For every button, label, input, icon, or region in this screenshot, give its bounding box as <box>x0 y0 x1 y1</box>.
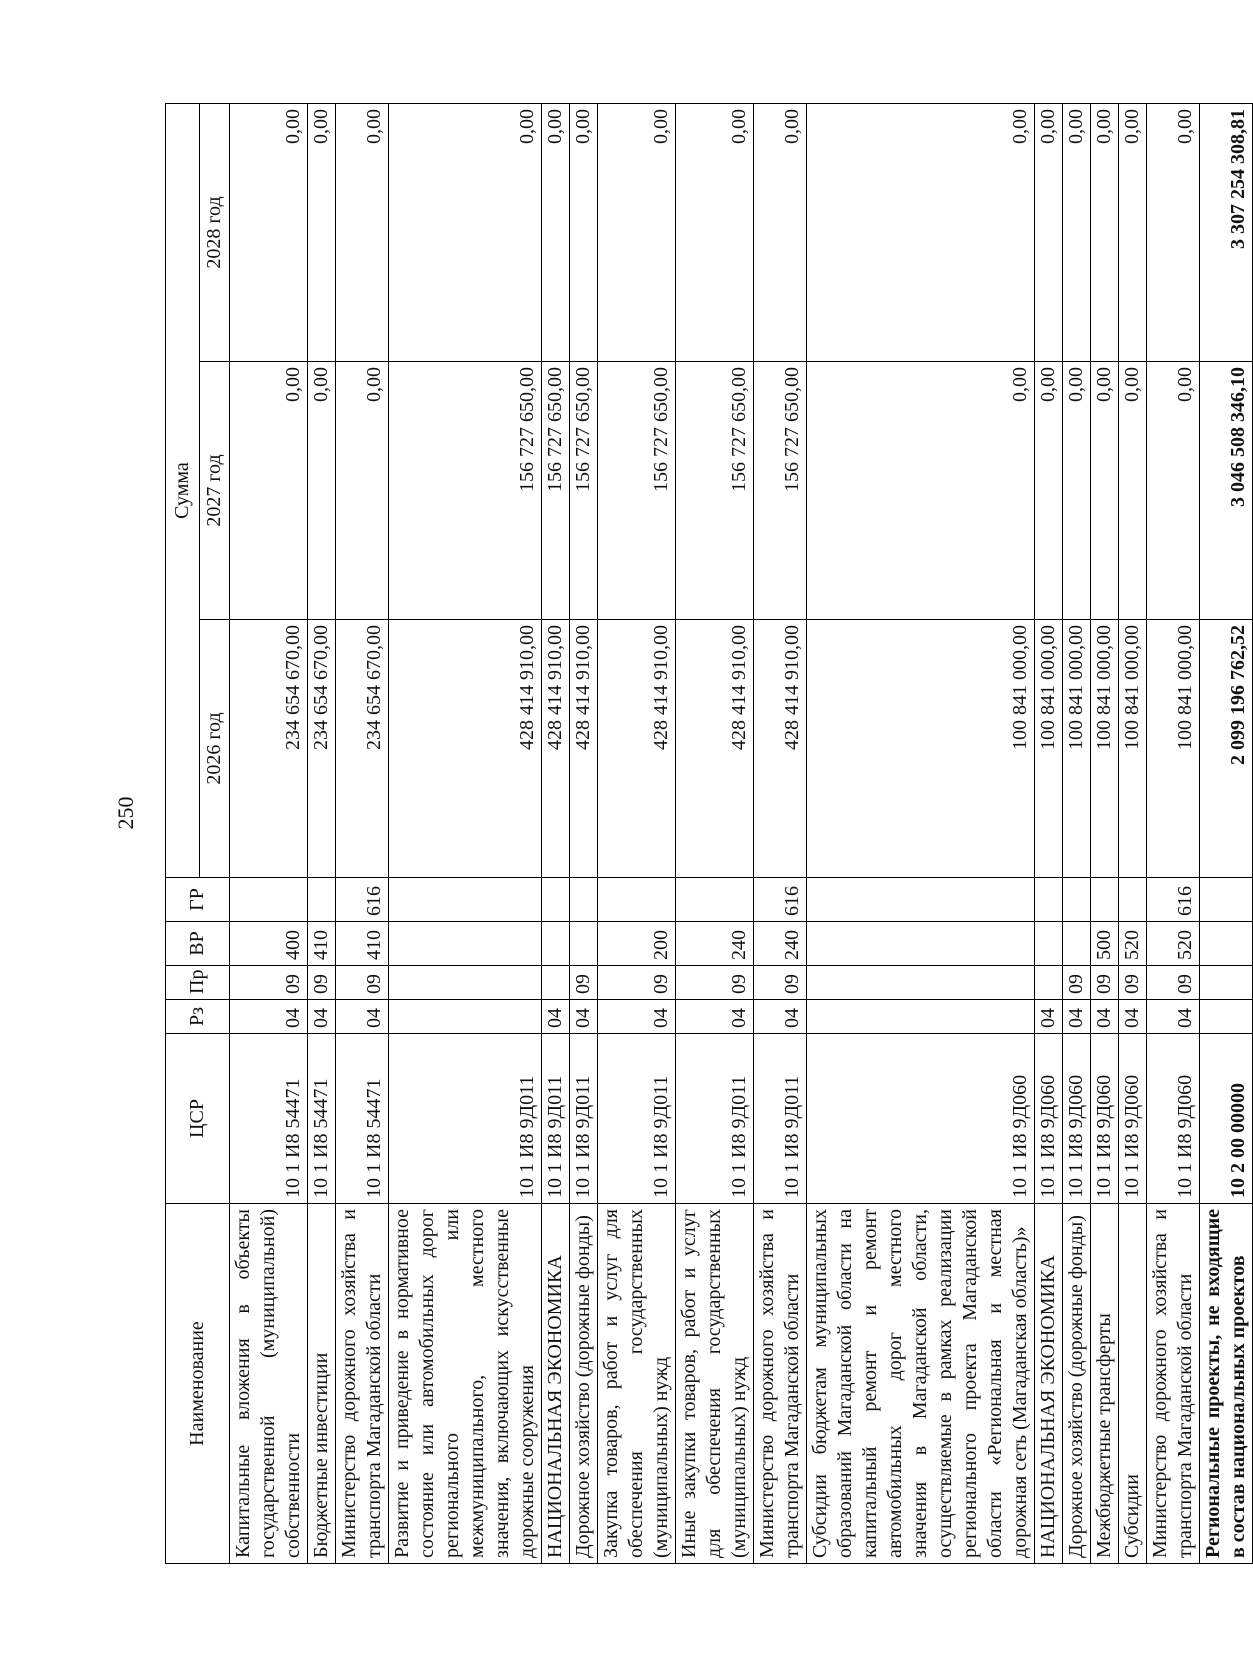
table-row <box>1063 104 1091 1564</box>
cell-name: Субсидии бюджетам муниципальных образований Магаданской области на капитальный ремонт и ремонт автомобильных дорог местного значения в Магаданской области, осуществляемые в рамках реализации регионального проекта Магаданской области «Региональная и местная дорожная сеть (Магаданская область)» <box>807 1204 1035 1564</box>
col-header-vr: ВР <box>166 922 230 966</box>
cell-name: Дорожное хозяйство (дорожные фонды) <box>570 1204 598 1564</box>
cell-gr <box>598 878 676 922</box>
cell-y2026: 100 841 000,00 <box>1063 620 1091 878</box>
cell-gr: 616 <box>336 878 389 922</box>
cell-rz: 04 <box>598 1000 676 1034</box>
cell-name: Региональные проекты, не входящие в состав национальных проектов <box>1200 1204 1253 1564</box>
cell-pr: 09 <box>1119 966 1147 1000</box>
cell-csr: 10 2 00 00000 <box>1200 1034 1253 1204</box>
cell-rz: 04 <box>308 1000 336 1034</box>
cell-rz <box>389 1000 542 1034</box>
cell-gr <box>1091 878 1119 922</box>
cell-name: Дорожное хозяйство (дорожные фонды) <box>1063 1204 1091 1564</box>
col-header-2028: 2028 год <box>200 104 230 362</box>
col-header-2027: 2027 год <box>200 362 230 620</box>
cell-y2026: 100 841 000,00 <box>807 620 1035 878</box>
cell-y2028: 0,00 <box>807 104 1035 362</box>
cell-gr <box>230 878 308 922</box>
cell-pr: 09 <box>570 966 598 1000</box>
table-row <box>1091 104 1119 1564</box>
cell-name: Закупка товаров, работ и услуг для обеспечения государственных (муниципальных) нужд <box>598 1204 676 1564</box>
cell-y2028: 0,00 <box>1063 104 1091 362</box>
header-row-1 <box>166 104 200 1564</box>
cell-gr: 616 <box>1147 878 1200 922</box>
table-body <box>230 104 1253 1564</box>
cell-rz: 04 <box>230 1000 308 1034</box>
cell-gr <box>1063 878 1091 922</box>
cell-rz: 04 <box>1091 1000 1119 1034</box>
rotated-page-content <box>165 104 1249 1564</box>
cell-y2028: 0,00 <box>542 104 570 362</box>
cell-y2026: 234 654 670,00 <box>230 620 308 878</box>
cell-y2026: 428 414 910,00 <box>754 620 807 878</box>
cell-vr <box>1200 922 1253 966</box>
cell-y2026: 100 841 000,00 <box>1091 620 1119 878</box>
table-row <box>598 104 676 1564</box>
page-number: 250 <box>113 796 138 830</box>
cell-pr <box>542 966 570 1000</box>
cell-y2027: 156 727 650,00 <box>570 362 598 620</box>
cell-pr: 09 <box>676 966 754 1000</box>
cell-vr: 500 <box>1091 922 1119 966</box>
cell-y2027: 156 727 650,00 <box>676 362 754 620</box>
cell-y2028: 3 307 254 308,81 <box>1200 104 1253 362</box>
cell-y2026: 234 654 670,00 <box>308 620 336 878</box>
table-row <box>1200 104 1253 1564</box>
cell-y2028: 0,00 <box>1091 104 1119 362</box>
cell-y2027: 0,00 <box>807 362 1035 620</box>
cell-y2028: 0,00 <box>308 104 336 362</box>
cell-vr <box>389 922 542 966</box>
cell-csr: 10 1 И8 9Д060 <box>807 1034 1035 1204</box>
cell-y2028: 0,00 <box>676 104 754 362</box>
cell-y2026: 428 414 910,00 <box>598 620 676 878</box>
cell-csr: 10 1 И8 54471 <box>308 1034 336 1204</box>
cell-csr: 10 1 И8 9Д060 <box>1119 1034 1147 1204</box>
cell-pr <box>1035 966 1063 1000</box>
cell-vr: 520 <box>1119 922 1147 966</box>
cell-y2027: 0,00 <box>308 362 336 620</box>
cell-y2028: 0,00 <box>598 104 676 362</box>
cell-y2027: 0,00 <box>1035 362 1063 620</box>
cell-vr <box>542 922 570 966</box>
cell-y2026: 100 841 000,00 <box>1119 620 1147 878</box>
cell-name: Капитальные вложения в объекты государственной (муниципальной) собственности <box>230 1204 308 1564</box>
col-header-csr: ЦСР <box>166 1034 230 1204</box>
cell-pr <box>807 966 1035 1000</box>
cell-y2027: 3 046 508 346,10 <box>1200 362 1253 620</box>
table-row <box>1147 104 1200 1564</box>
cell-rz: 04 <box>542 1000 570 1034</box>
cell-vr <box>1063 922 1091 966</box>
cell-name: Субсидии <box>1119 1204 1147 1564</box>
cell-y2026: 428 414 910,00 <box>542 620 570 878</box>
cell-vr: 410 <box>308 922 336 966</box>
table-row <box>1035 104 1063 1564</box>
cell-rz: 04 <box>1119 1000 1147 1034</box>
cell-y2027: 156 727 650,00 <box>598 362 676 620</box>
cell-rz: 04 <box>570 1000 598 1034</box>
cell-y2027: 0,00 <box>336 362 389 620</box>
cell-vr: 240 <box>676 922 754 966</box>
col-header-rz: Рз <box>166 1000 230 1034</box>
cell-name: Бюджетные инвестиции <box>308 1204 336 1564</box>
cell-gr <box>1200 878 1253 922</box>
cell-name: НАЦИОНАЛЬНАЯ ЭКОНОМИКА <box>542 1204 570 1564</box>
cell-name: Иные закупки товаров, работ и услуг для обеспечения государственных (муниципальных) нужд <box>676 1204 754 1564</box>
cell-csr: 10 1 И8 9Д060 <box>1091 1034 1119 1204</box>
table-row <box>1119 104 1147 1564</box>
cell-gr <box>308 878 336 922</box>
col-header-sum: Сумма <box>166 104 200 878</box>
table-row <box>754 104 807 1564</box>
col-header-name: Наименование <box>166 1204 230 1564</box>
cell-rz <box>1200 1000 1253 1034</box>
cell-y2027: 156 727 650,00 <box>754 362 807 620</box>
cell-csr: 10 1 И8 9Д060 <box>1063 1034 1091 1204</box>
cell-gr <box>676 878 754 922</box>
cell-csr: 10 1 И8 9Д011 <box>598 1034 676 1204</box>
cell-name: Министерство дорожного хозяйства и транспорта Магаданской области <box>336 1204 389 1564</box>
cell-rz: 04 <box>1063 1000 1091 1034</box>
cell-y2028: 0,00 <box>754 104 807 362</box>
cell-csr: 10 1 И8 9Д011 <box>389 1034 542 1204</box>
cell-gr <box>1119 878 1147 922</box>
cell-y2026: 428 414 910,00 <box>676 620 754 878</box>
cell-pr: 09 <box>1147 966 1200 1000</box>
cell-gr <box>1035 878 1063 922</box>
cell-name: Министерство дорожного хозяйства и транспорта Магаданской области <box>754 1204 807 1564</box>
cell-y2027: 0,00 <box>1147 362 1200 620</box>
table-row <box>308 104 336 1564</box>
cell-name: Межбюджетные трансферты <box>1091 1204 1119 1564</box>
cell-gr <box>389 878 542 922</box>
cell-y2027: 0,00 <box>1119 362 1147 620</box>
cell-y2026: 2 099 196 762,52 <box>1200 620 1253 878</box>
cell-y2026: 234 654 670,00 <box>336 620 389 878</box>
cell-pr: 09 <box>598 966 676 1000</box>
table-row <box>570 104 598 1564</box>
cell-y2026: 100 841 000,00 <box>1147 620 1200 878</box>
cell-gr <box>542 878 570 922</box>
cell-name: Министерство дорожного хозяйства и транспорта Магаданской области <box>1147 1204 1200 1564</box>
cell-pr: 09 <box>336 966 389 1000</box>
cell-pr <box>1200 966 1253 1000</box>
cell-pr: 09 <box>308 966 336 1000</box>
cell-csr: 10 1 И8 54471 <box>230 1034 308 1204</box>
cell-vr <box>1035 922 1063 966</box>
cell-csr: 10 1 И8 9Д011 <box>570 1034 598 1204</box>
cell-rz <box>807 1000 1035 1034</box>
cell-pr: 09 <box>230 966 308 1000</box>
cell-y2028: 0,00 <box>389 104 542 362</box>
cell-y2028: 0,00 <box>336 104 389 362</box>
table-row <box>336 104 389 1564</box>
cell-y2028: 0,00 <box>230 104 308 362</box>
cell-rz: 04 <box>754 1000 807 1034</box>
cell-y2027: 156 727 650,00 <box>542 362 570 620</box>
table-row <box>807 104 1035 1564</box>
cell-y2027: 156 727 650,00 <box>389 362 542 620</box>
cell-gr: 616 <box>754 878 807 922</box>
cell-csr: 10 1 И8 54471 <box>336 1034 389 1204</box>
cell-y2028: 0,00 <box>1147 104 1200 362</box>
cell-y2027: 0,00 <box>230 362 308 620</box>
cell-y2027: 0,00 <box>1063 362 1091 620</box>
col-header-2026: 2026 год <box>200 620 230 878</box>
cell-vr: 200 <box>598 922 676 966</box>
cell-y2028: 0,00 <box>1119 104 1147 362</box>
col-header-pr: Пр <box>166 966 230 1000</box>
cell-y2027: 0,00 <box>1091 362 1119 620</box>
cell-vr <box>570 922 598 966</box>
cell-csr: 10 1 И8 9Д060 <box>1035 1034 1063 1204</box>
table-row <box>389 104 542 1564</box>
cell-y2026: 100 841 000,00 <box>1035 620 1063 878</box>
cell-y2026: 428 414 910,00 <box>389 620 542 878</box>
cell-pr: 09 <box>1063 966 1091 1000</box>
cell-gr <box>807 878 1035 922</box>
cell-y2028: 0,00 <box>570 104 598 362</box>
cell-name: НАЦИОНАЛЬНАЯ ЭКОНОМИКА <box>1035 1204 1063 1564</box>
cell-rz: 04 <box>1147 1000 1200 1034</box>
cell-pr <box>389 966 542 1000</box>
cell-rz: 04 <box>676 1000 754 1034</box>
cell-y2026: 428 414 910,00 <box>570 620 598 878</box>
cell-pr: 09 <box>754 966 807 1000</box>
cell-vr: 520 <box>1147 922 1200 966</box>
budget-table <box>165 103 1253 1564</box>
cell-rz: 04 <box>1035 1000 1063 1034</box>
cell-gr <box>570 878 598 922</box>
cell-csr: 10 1 И8 9Д011 <box>676 1034 754 1204</box>
col-header-gr: ГР <box>166 878 230 922</box>
cell-pr: 09 <box>1091 966 1119 1000</box>
cell-name: Развитие и приведение в нормативное состояние или автомобильных дорог регионального или межмуниципального, местного значения, включающих искусственные дорожные сооружения <box>389 1204 542 1564</box>
cell-csr: 10 1 И8 9Д060 <box>1147 1034 1200 1204</box>
cell-vr: 410 <box>336 922 389 966</box>
cell-vr <box>807 922 1035 966</box>
cell-csr: 10 1 И8 9Д011 <box>542 1034 570 1204</box>
cell-rz: 04 <box>336 1000 389 1034</box>
cell-vr: 240 <box>754 922 807 966</box>
cell-y2028: 0,00 <box>1035 104 1063 362</box>
cell-csr: 10 1 И8 9Д011 <box>754 1034 807 1204</box>
table-row <box>676 104 754 1564</box>
table-row <box>542 104 570 1564</box>
cell-vr: 400 <box>230 922 308 966</box>
table-row <box>230 104 308 1564</box>
